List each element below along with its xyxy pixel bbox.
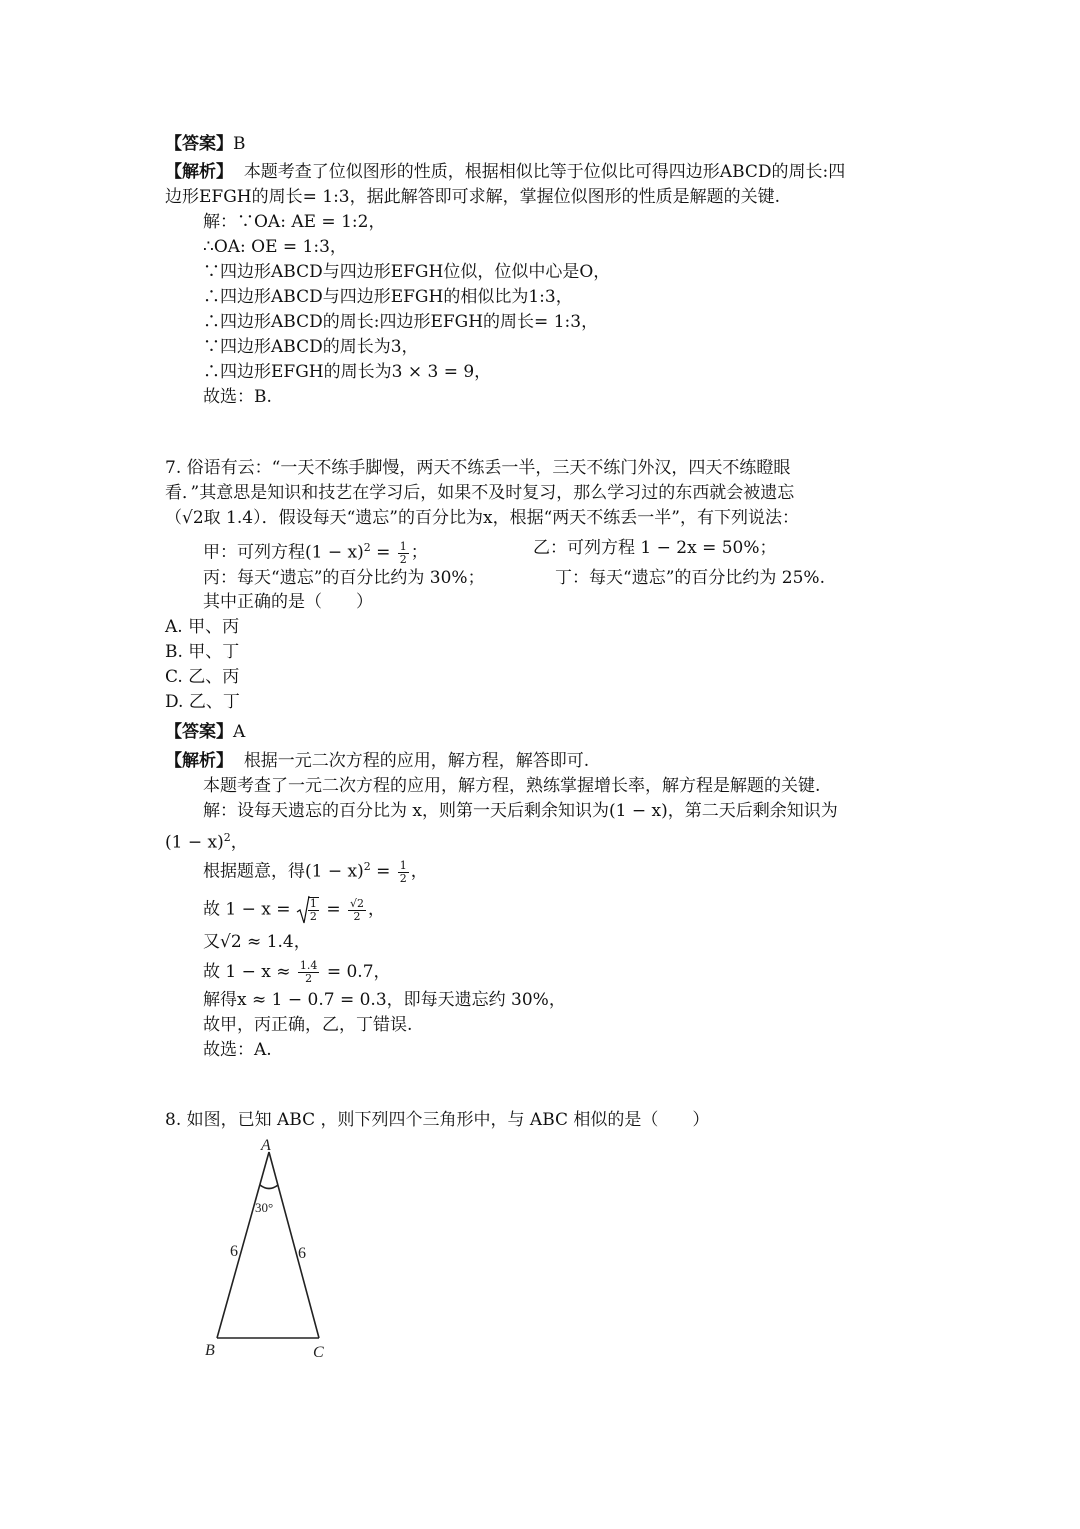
exponent: 2 xyxy=(223,831,231,844)
jia-text: 甲：可列方程(1 − x) xyxy=(203,542,364,563)
numerator: 1 xyxy=(309,897,317,910)
denominator: 2 xyxy=(309,910,317,923)
expr: 根据题意，得(1 − x) xyxy=(203,861,364,882)
analysis-text: 本题考查了位似图形的性质，根据相似比等于位似比可得四边形ABCD的周长:四 xyxy=(243,162,846,182)
equals: = xyxy=(370,861,396,882)
fraction xyxy=(298,960,320,985)
expr: 故 1 − x = xyxy=(203,899,296,920)
side-label-ab: 6 xyxy=(230,1243,238,1260)
expr: 故 1 − x ≈ xyxy=(203,962,296,982)
analysis-text: 根据一元二次方程的应用，解方程，解答即可. xyxy=(243,751,590,771)
denominator: 2 xyxy=(399,871,407,885)
sqrt-two: √2 xyxy=(182,508,204,528)
q7-stem-line-2: 看．”其意思是知识和技艺在学习后，如果不及时复习，那么学习过的东西就会被遗忘 xyxy=(165,483,795,503)
q7-solution-line-9: 故选：A. xyxy=(203,1040,272,1060)
option-yi: 乙：可列方程 1 − 2x = 50%； xyxy=(533,538,777,558)
side-ab xyxy=(217,1152,269,1338)
angle-arc xyxy=(260,1185,278,1189)
triangle-figure xyxy=(195,1132,345,1362)
q6-step-2: ∴OA: OE = 1:3， xyxy=(203,237,347,257)
q6-analysis-line-1 xyxy=(165,160,845,184)
fraction-under-root xyxy=(308,897,319,923)
option-jia xyxy=(203,536,428,566)
equals: = xyxy=(320,899,346,920)
q6-analysis-line-2: 边形EFGH的周长= 1:3，据此解答即可求解，掌握位似图形的性质是解题的关键. xyxy=(165,187,781,207)
answer-label: 【答案】 xyxy=(165,722,233,742)
paren: （ xyxy=(165,508,182,528)
exponent: 2 xyxy=(363,860,371,873)
q6-step-3: ∵四边形ABCD与四边形EFGH位似，位似中心是O， xyxy=(203,262,611,282)
vertex-label-a: A xyxy=(261,1137,271,1154)
fraction xyxy=(398,860,409,885)
vertex-label-b: B xyxy=(205,1342,215,1359)
punct: ， xyxy=(368,899,385,920)
angle-label: 30° xyxy=(255,1200,274,1215)
q6-step-6: ∵四边形ABCD的周长为3， xyxy=(203,337,419,357)
option-bing: 丙：每天“遗忘”的百分比约为 30%； xyxy=(203,568,485,588)
analysis-label: 【解析】 xyxy=(165,751,233,771)
exponent: 2 xyxy=(363,541,371,554)
q6-answer xyxy=(165,132,246,156)
q7-ask: 其中正确的是（ ） xyxy=(203,592,373,612)
q7-solution-line-7: 解得x ≈ 1 − 0.7 = 0.3，即每天遗忘约 30%， xyxy=(203,990,566,1010)
q6-step-8: 故选：B. xyxy=(203,387,272,407)
q7-solution-line-1: 解：设每天遗忘的百分比为 x，则第一天后剩余知识为(1 − x)，第二天后剩余知识为 xyxy=(203,801,838,821)
q7-stem-line-3 xyxy=(165,506,799,530)
q7-stem-line-1: 7. 俗语有云：“一天不练手脚慢，两天不练丢一半，三天不练门外汉，四天不练瞪眼 xyxy=(165,458,791,478)
denominator: 2 xyxy=(353,909,361,923)
expr: (1 − x) xyxy=(165,832,224,853)
q6-step-7: ∴四边形EFGH的周长为3 × 3 = 9， xyxy=(203,362,492,382)
q8-stem: 8. 如图，已知 ABC ，则下列四个三角形中，与 ABC 相似的是（ ） xyxy=(165,1110,710,1130)
choice-d: D. 乙、丁 xyxy=(165,692,240,712)
answer-value: A xyxy=(233,722,246,742)
fraction xyxy=(348,898,366,923)
equals: = xyxy=(370,542,396,563)
result: = 0.7， xyxy=(321,962,391,982)
numerator: 1 xyxy=(399,539,407,553)
answer-value: B xyxy=(233,134,246,154)
option-ding: 丁：每天“遗忘”的百分比约为 25%. xyxy=(555,568,825,588)
analysis-label: 【解析】 xyxy=(165,162,233,182)
stem-text: 取 1.4）．假设每天“遗忘”的百分比为x，根据“两天不练丢一半”，有下列说法： xyxy=(203,508,799,528)
denominator: 2 xyxy=(305,972,313,985)
side-label-ac: 6 xyxy=(298,1245,306,1262)
answer-label: 【答案】 xyxy=(165,134,233,154)
q7-solution-line-4 xyxy=(203,895,385,925)
q7-analysis-line-2: 本题考查了一元二次方程的应用，解方程，熟练掌握增长率，解方程是解题的关键. xyxy=(203,776,821,796)
punct: ， xyxy=(230,832,248,853)
numerator: 1.4 xyxy=(299,959,318,972)
q6-step-5: ∴四边形ABCD的周长:四边形EFGH的周长= 1:3， xyxy=(203,312,599,332)
punct: ， xyxy=(410,861,428,882)
fraction xyxy=(398,541,409,566)
q7-solution-line-2 xyxy=(165,826,248,855)
q7-solution-line-8: 故甲，丙正确，乙，丁错误. xyxy=(203,1015,413,1035)
numerator: √2 xyxy=(349,896,364,910)
q7-answer xyxy=(165,720,245,744)
q6-step-1: 解：∵OA: AE = 1:2， xyxy=(203,212,386,232)
choice-c: C. 乙、丙 xyxy=(165,667,240,687)
vertex-label-c: C xyxy=(313,1344,324,1361)
q7-analysis-line-1 xyxy=(165,749,589,773)
punct: ； xyxy=(410,542,428,563)
q7-solution-line-5: 又√2 ≈ 1.4， xyxy=(203,932,311,952)
choice-b: B. 甲、丁 xyxy=(165,642,240,662)
side-ac xyxy=(269,1152,319,1338)
q7-solution-line-3 xyxy=(203,855,428,885)
choice-a: A. 甲、丙 xyxy=(165,617,240,637)
q6-step-4: ∴四边形ABCD与四边形EFGH的相似比为1:3， xyxy=(203,287,573,307)
numerator: 1 xyxy=(399,858,407,872)
q7-solution-line-6 xyxy=(203,960,391,985)
denominator: 2 xyxy=(399,552,407,566)
